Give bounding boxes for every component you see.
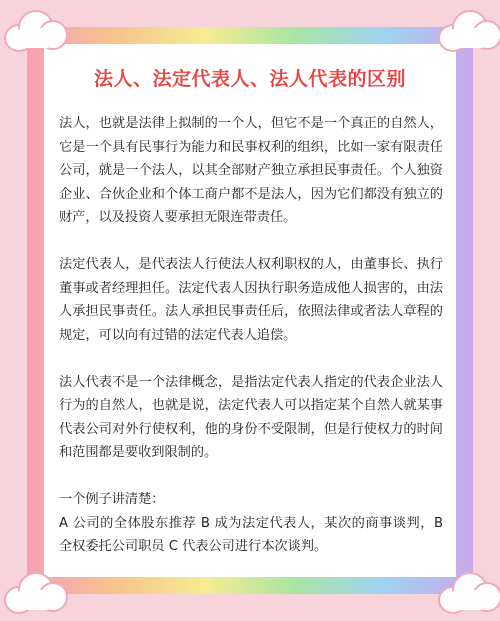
cloud-bottom-left-icon — [4, 572, 66, 612]
example-body: A 公司的全体股东推荐 B 成为法定代表人，某次的商事谈判，B 全权委托公司职员 C 代表公司进行本次谈判。 — [59, 515, 443, 554]
paragraph-legal-person-representative: 法人代表不是一个法律概念，是指法定代表人指定的代表企业法人行为的自然人，也就是说，法定代表人可以指定某个自然人就某事代表公司对外行使权利，他的身份不受限制，但是行使权力的时间和范围都是要收到限制的。 — [59, 374, 443, 460]
cloud-top-left-icon — [4, 10, 66, 50]
example-heading: 一个例子讲清楚： — [59, 492, 165, 507]
paragraph-legal-representative: 法定代表人，是代表法人行使法人权利职权的人，由董事长、执行董事或者经理担任。法定代表人因执行职务造成他人损害的，由法人承担民事责任。法人承担民事责任后，依照法律或者法人章程的规定，可以向有过错的法定代表人追偿。 — [59, 257, 443, 343]
document-body — [59, 112, 443, 559]
cloud-bottom-right-icon — [438, 572, 500, 612]
page-title: 法人、法定代表人、法人代表的区别 — [93, 68, 406, 90]
cloud-top-right-icon — [438, 10, 500, 50]
paragraph-legal-person: 法人，也就是法律上拟制的一个人，但它不是一个真正的自然人，它是一个具有民事行为能力和民事权利的组织，比如一家有限责任公司，就是一个法人，以其全部财产独立承担民事责任。个人独资企业、合伙企业和个体工商户都不是法人，因为它们都没有独立的财产，以及投资人要承担无限连带责任。 — [59, 116, 443, 225]
